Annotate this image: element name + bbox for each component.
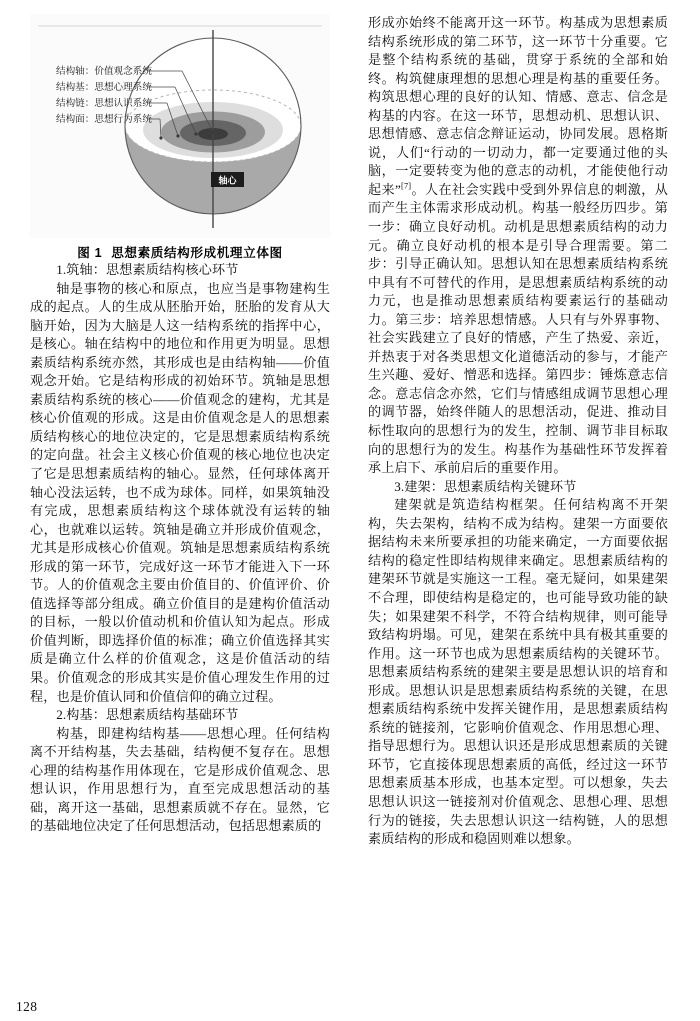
page-number: 128 xyxy=(16,999,38,1014)
figure-caption xyxy=(30,242,330,261)
axis-tag-label: 轴心 xyxy=(218,175,237,186)
figure-label-2: 结构链：思想认识系统 xyxy=(56,98,152,109)
figure-label-3: 结构面：思想行为系统 xyxy=(56,114,152,125)
section-heading-2: 2.构基：思想素质结构基础环节 xyxy=(56,707,239,723)
figure-caption-number: 图 1 xyxy=(77,246,103,260)
figure-1 xyxy=(30,14,330,261)
paragraph-1: 轴是事物的核心和原点，也应当是事物建构生成的起点。人的生成从胚胎开始，胚胎的发育从大脑开始，因为大脑是人这一结构系统的指挥中心，是核心。轴在结构中的地位和作用更为明显。思想素质结构系统亦然，其形成也是由结构轴——价值观念开始。它是结构形成的初始环节。筑轴是思想素质结构系统的核心——价值观念的建构，尤其是核心价值观的形成。这是由价值观念是人的思想素质结构核心的地位决定的，它是思想素质结构系统的定向盘。社会主义核心价值观的核心地位也决定了它是思想素质结构的轴心。显然，任何球体离开轴心没法运转，也不成为球体。同样，如果筑轴没有完成，思想素质结构这个球体就没有运转的轴心，也就难以运转。筑轴是确立并形成价值观念，尤其是形成核心价值观。筑轴是思想素质结构系统形成的第一环节，完成好这一环节才能进入下一环节。人的价值观念主要由价值目的、价值评价、价值选择等部分组成。确立价值目的是建构价值活动的目标，一般以价值动机和价值认知为起点。形成价值判断，即选择价值的标准；确立价值选择其实质是确立什么样的价值观念，这是价值活动的结果。价值观念的形成其实是价值心理发生作用的过程，也是价值认同和价值信仰的确立过程。 xyxy=(30,280,330,704)
sphere-diagram xyxy=(30,14,330,238)
paragraph-3-continued xyxy=(368,14,668,478)
section-heading-3: 3.建架：思想素质结构关键环节 xyxy=(394,478,577,494)
figure-1-image xyxy=(30,14,330,238)
paragraph-4: 建架就是筑造结构框架。任何结构离不开架构，失去架构，结构不成为结构。建架一方面要依据结构未来所要承担的功能来确定，一方面要依据结构的稳定性即结构规律来确定。思想素质结构的建架环节就是实施这一工程。毫无疑问，如果建架不合理，即使结构是稳定的，也可能导致功能的缺失；如果建架不科学，不符合结构规律，则可能导致结构坍塌。可见，建架在系统中具有极其重要的作用。这一环节也成为思想素质结构的关键环节。思想素质结构系统的建架主要是思想认识的培育和形成。思想认识是思想素质结构系统的关键，在思想素质结构系统中发挥关键作用，是思想素质结构系统的链接剂，它影响价值观念、作用思想心理、指导思想行为。思想认识还是形成思想素质的关键环节，它直接体现思想素质的高低，经过这一环节思想素质基本形成，也基本定型。可以想象，失去思想认识这一链接剂对价值观念、思想心理、思想行为的链接，失去思想认识这一结构链，人的思想素质结构的形成和稳固则难以想象。 xyxy=(368,497,668,847)
figure-label-1: 结构基：思想心理系统 xyxy=(56,82,152,93)
right-column xyxy=(368,14,668,849)
figure-caption-title: 思想素质结构形成机理立体图 xyxy=(111,246,283,260)
section-heading-1: 1.筑轴：思想素质结构核心环节 xyxy=(56,262,239,277)
paragraph-3-part-a: 形成亦始终不能离开这一环节。构基成为思想素质结构系统形成的第二环节，这一环节十分重要。它是整个结构系统的基础，贯穿于系统的全部和始终。构筑健康理想的思想心理是构基的重要任务。构筑思想心理的良好的认知、情感、意志、信念是构基的内容。在这一环节，思想动机、思想认识、思想情感、意志信念辩证运动，协同发展。恩格斯说，人们“行动的一切动力，都一定要通过他的头脑，一定要转变为他的意志的动机，才能使他行动起来” xyxy=(368,15,668,197)
figure-label-0: 结构轴：价值观念系统 xyxy=(56,66,152,77)
citation-marker-7: [7] xyxy=(401,181,412,191)
paragraph-3-part-b: 。人在社会实践中受到外界信息的刺激，从而产生主体需求形成动机。构基一般经历四步。第一步：确立良好动机。动机是思想素质结构的动力元。确立良好动机的根本是引导合理需要。第二步：引导正确认知。思想认知在思想素质结构系统中具有不可替代的作用，是思想素质结构系统的动力元，也是推动思想素质结构要素运行的基础动力。第三步：培养思想情感。人只有与外界事物、社会实践建立了良好的情感，产生了热爱、亲近，并热衷于对各类思想文化道德活动的参与，才能产生兴趣、爱好、憎恶和选择。第四步：锤炼意志信念。意志信念亦然，它们与情感组成调节思想心理的调节器，始终伴随人的思想活动，促进、推动目标性取向的思想行为的发生，控制、调节非目标取向的思想行为的发生。构基作为基础性环节发挥着承上启下、承前启后的重要作用。 xyxy=(368,181,668,476)
left-column xyxy=(30,14,330,836)
paragraph-2: 构基，即建构结构基——思想心理。任何结构离不开结构基，失去基础，结构便不复存在。思想心理的结构基作用体现在，它是形成价值观念、思想认识，作用思想行为，直至完成思想活动的基础，离开这一基础，思想素质就不存在。显然，它的基础地位决定了任何思想活动，包括思想素质的 xyxy=(30,725,330,834)
